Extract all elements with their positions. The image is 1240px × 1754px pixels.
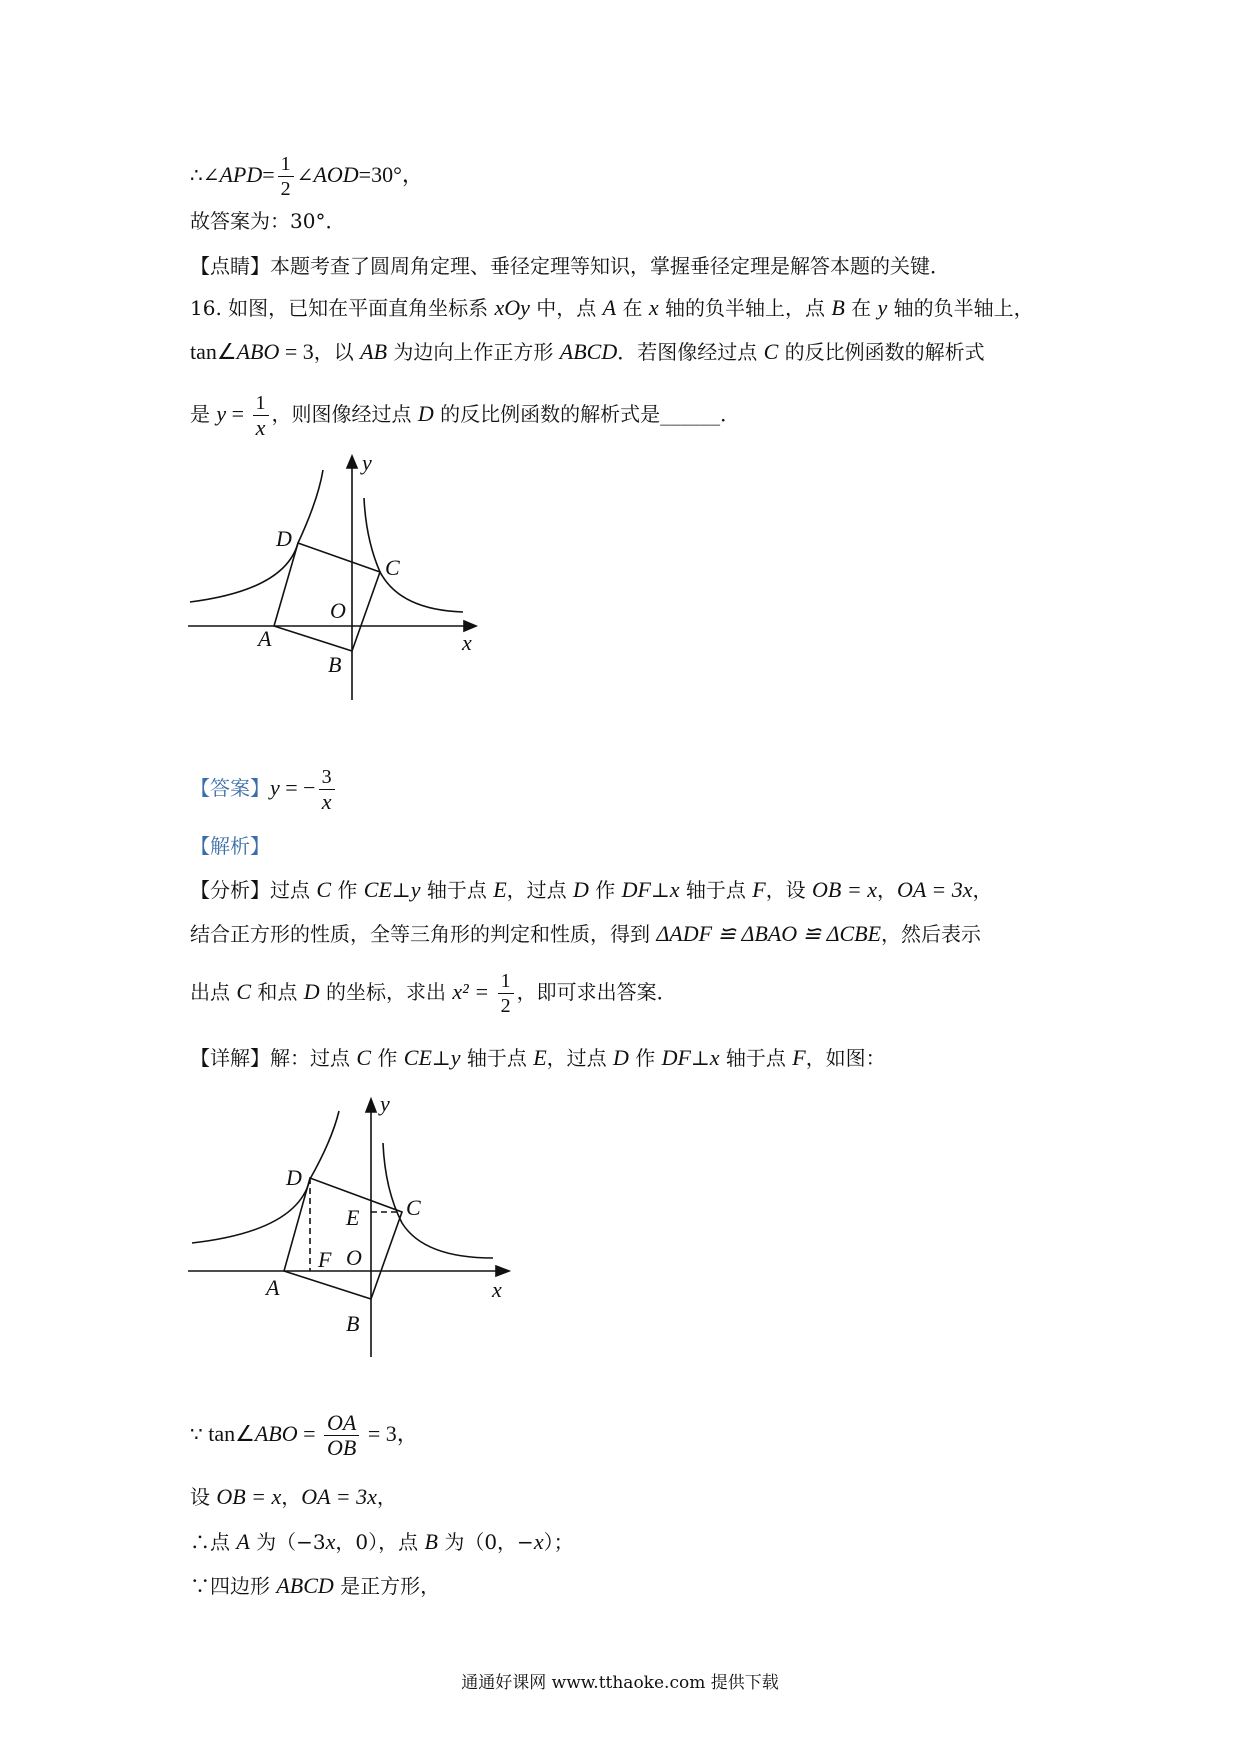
math: C (316, 877, 332, 902)
text: 的反比例函数的解析式 (778, 340, 985, 364)
math: ABO (236, 339, 280, 364)
text: ， (376, 1485, 397, 1509)
math: ΔADF ≌ ΔBAO ≌ ΔCBE (656, 921, 882, 946)
frac-den: OB (327, 1435, 357, 1460)
analysis-heading: 【解析】 (190, 834, 270, 858)
math: CE (363, 877, 392, 902)
math: y (450, 1045, 461, 1070)
math: B (424, 1529, 438, 1554)
label-c: C (406, 1195, 421, 1220)
text: = − (279, 775, 316, 800)
text: tan∠ (190, 339, 237, 364)
label-a: A (266, 1275, 280, 1300)
text: 出点 (190, 980, 237, 1004)
math: y (216, 401, 227, 426)
math: ABO (254, 1421, 298, 1446)
label-d: D (286, 1165, 302, 1190)
frac-num: 1 (278, 152, 294, 177)
text: ， (972, 878, 993, 902)
frac-den: x (321, 789, 332, 814)
text: ⊥ (650, 878, 670, 902)
label-a: A (258, 626, 272, 651)
analysis-line-2 (190, 920, 981, 948)
math: x (709, 1045, 720, 1070)
text: 轴于点 (420, 878, 494, 902)
text: = (262, 162, 275, 187)
text: ）； (543, 1530, 574, 1554)
text: ，则图像经过点 (271, 402, 418, 426)
curve-d (192, 1111, 339, 1243)
math: APD (219, 162, 263, 187)
frac-num: OA (324, 1411, 359, 1436)
math: AB (360, 339, 388, 364)
label-y: y (362, 450, 372, 475)
question-line-1 (190, 294, 1034, 322)
text: 作 (371, 1046, 404, 1070)
math: y (270, 775, 280, 800)
text: 在 (616, 296, 649, 320)
analysis-line-3 (190, 962, 677, 1022)
math: D (417, 401, 434, 426)
fraction (498, 969, 514, 1018)
text: ，过点 (506, 878, 573, 902)
text: = 3 (279, 339, 314, 364)
math: x (648, 295, 659, 320)
text: = 3， (362, 1421, 419, 1446)
text: ⊥ (690, 1046, 710, 1070)
step-coords (190, 1528, 574, 1556)
curve-c (364, 498, 463, 612)
math: D (613, 1045, 629, 1070)
label-x: x (462, 630, 472, 655)
math: DF (661, 1045, 691, 1070)
text: =30°， (358, 162, 424, 187)
math: C (356, 1045, 372, 1070)
text: 的反比例函数的解析式是 (433, 402, 661, 426)
prev-comment-line (190, 252, 950, 280)
text: 在 (844, 296, 878, 320)
math: AOD (313, 162, 359, 187)
math: C (236, 979, 252, 1004)
frac-num: 1 (498, 969, 514, 994)
text: 和点 (251, 980, 304, 1004)
curve-d (190, 470, 323, 602)
text: 轴于点 (719, 1046, 793, 1070)
math: OB = x (812, 877, 877, 902)
math: F (792, 1045, 806, 1070)
text: 轴的负半轴上， (887, 296, 1034, 320)
y-axis-arrow (366, 1099, 376, 1112)
text: ∴∠ (190, 163, 220, 187)
analysis-label: 【分析】 (190, 878, 270, 902)
math: DF (621, 877, 651, 902)
text: ，即可求出答案． (516, 980, 677, 1004)
frac-num: 1 (253, 391, 269, 416)
math: y (410, 877, 421, 902)
text: 的坐标，求出 (319, 980, 453, 1004)
math: x (533, 1529, 544, 1554)
math: A (602, 295, 617, 320)
math: CE (403, 1045, 432, 1070)
text: ∵四边形 (190, 1574, 277, 1598)
math: xOy (494, 295, 530, 320)
math: ABCD (559, 339, 618, 364)
math: E (533, 1045, 547, 1070)
math: F (752, 877, 766, 902)
y-axis-arrow (347, 456, 357, 468)
label-e: E (346, 1205, 360, 1230)
text: 作 (628, 1046, 662, 1070)
math: D (573, 877, 589, 902)
fraction (319, 765, 335, 814)
text: ， (281, 1485, 302, 1509)
fraction (324, 1411, 359, 1460)
curve-c (383, 1143, 493, 1258)
math: B (831, 295, 845, 320)
text: ．若图像经过点 (617, 340, 764, 364)
math: A (236, 1529, 250, 1554)
text: ，以 (313, 340, 361, 364)
square-abcd (284, 1178, 402, 1299)
step-tan (190, 1404, 419, 1464)
text: ，0），点 (335, 1530, 425, 1554)
comment-label: 【点睛】 (190, 254, 270, 278)
text: ，如图： (805, 1046, 886, 1070)
analysis-line-1 (190, 876, 993, 904)
text: 为（0，− (437, 1530, 534, 1554)
math: x² = (452, 979, 495, 1004)
prev-angle-line (190, 152, 424, 201)
text: 结合正方形的性质，全等三角形的判定和性质，得到 (190, 922, 657, 946)
answer-label: 【答案】 (190, 776, 270, 800)
x-axis-arrow (496, 1266, 509, 1276)
frac-num: 3 (319, 765, 335, 790)
math: D (303, 979, 320, 1004)
prev-answer-line: 故答案为：30°． (190, 209, 346, 233)
text: = (226, 401, 250, 426)
answer-line (190, 760, 338, 816)
math: OA = 3x (301, 1484, 377, 1509)
text: ，然后表示 (881, 922, 982, 946)
text: 轴的负半轴上，点 (658, 296, 832, 320)
text: 解：过点 (270, 1046, 357, 1070)
comment-text: 本题考查了圆周角定理、垂径定理等知识，掌握垂径定理是解答本题的关键． (270, 254, 950, 278)
detail-line (190, 1044, 886, 1072)
math: x (325, 1529, 336, 1554)
figure-2 (180, 1075, 520, 1365)
frac-den: 2 (280, 178, 291, 200)
text: 作 (331, 878, 364, 902)
text: 为边向上作正方形 (387, 340, 560, 364)
page-footer: 通通好课网 www.tthaoke.com 提供下载 (461, 1673, 779, 1693)
figure-1 (180, 440, 500, 710)
text: ， (876, 878, 897, 902)
text: 是 (190, 402, 217, 426)
text: 作 (588, 878, 622, 902)
text: = (297, 1421, 322, 1446)
text: 是正方形， (333, 1574, 441, 1598)
label-o: O (330, 598, 346, 623)
fraction (253, 391, 269, 440)
math: ABCD (276, 1573, 334, 1598)
text: ∠ (296, 163, 314, 187)
text: 轴于点 (460, 1046, 534, 1070)
math: y (877, 295, 888, 320)
frac-den: 2 (500, 995, 511, 1017)
label-y: y (380, 1091, 390, 1116)
label-c: C (385, 555, 400, 580)
detail-label: 【详解】 (190, 1046, 270, 1070)
label-f: F (318, 1247, 332, 1272)
answer-blank: ______ (660, 402, 721, 426)
label-b: B (346, 1311, 360, 1336)
question-line-3 (190, 384, 740, 444)
fraction (278, 152, 294, 201)
math: C (763, 339, 779, 364)
text: ⊥ (431, 1046, 451, 1070)
text: 过点 (270, 878, 317, 902)
step-square (190, 1572, 440, 1600)
label-x: x (492, 1277, 502, 1302)
text: 中，点 (529, 296, 603, 320)
label-b: B (328, 652, 342, 677)
text: 设 (190, 1485, 217, 1509)
text: ，设 (765, 878, 813, 902)
text: ⊥ (391, 878, 411, 902)
math: x (669, 877, 680, 902)
math: OA = 3x (896, 877, 973, 902)
text: 为（−3 (249, 1530, 326, 1554)
step-set (190, 1483, 397, 1511)
text: tan∠ (202, 1421, 255, 1446)
text: ∴点 (190, 1530, 237, 1554)
math: E (493, 877, 507, 902)
label-o: O (346, 1245, 362, 1270)
text: 16. 如图，已知在平面直角坐标系 (190, 296, 495, 320)
text: ∵ (190, 1422, 203, 1446)
frac-den: x (255, 415, 266, 440)
text: ． (720, 402, 741, 426)
label-d: D (276, 526, 292, 551)
math: OB = x (216, 1484, 282, 1509)
text: ，过点 (546, 1046, 613, 1070)
text: 轴于点 (679, 878, 753, 902)
question-line-2 (190, 338, 985, 366)
